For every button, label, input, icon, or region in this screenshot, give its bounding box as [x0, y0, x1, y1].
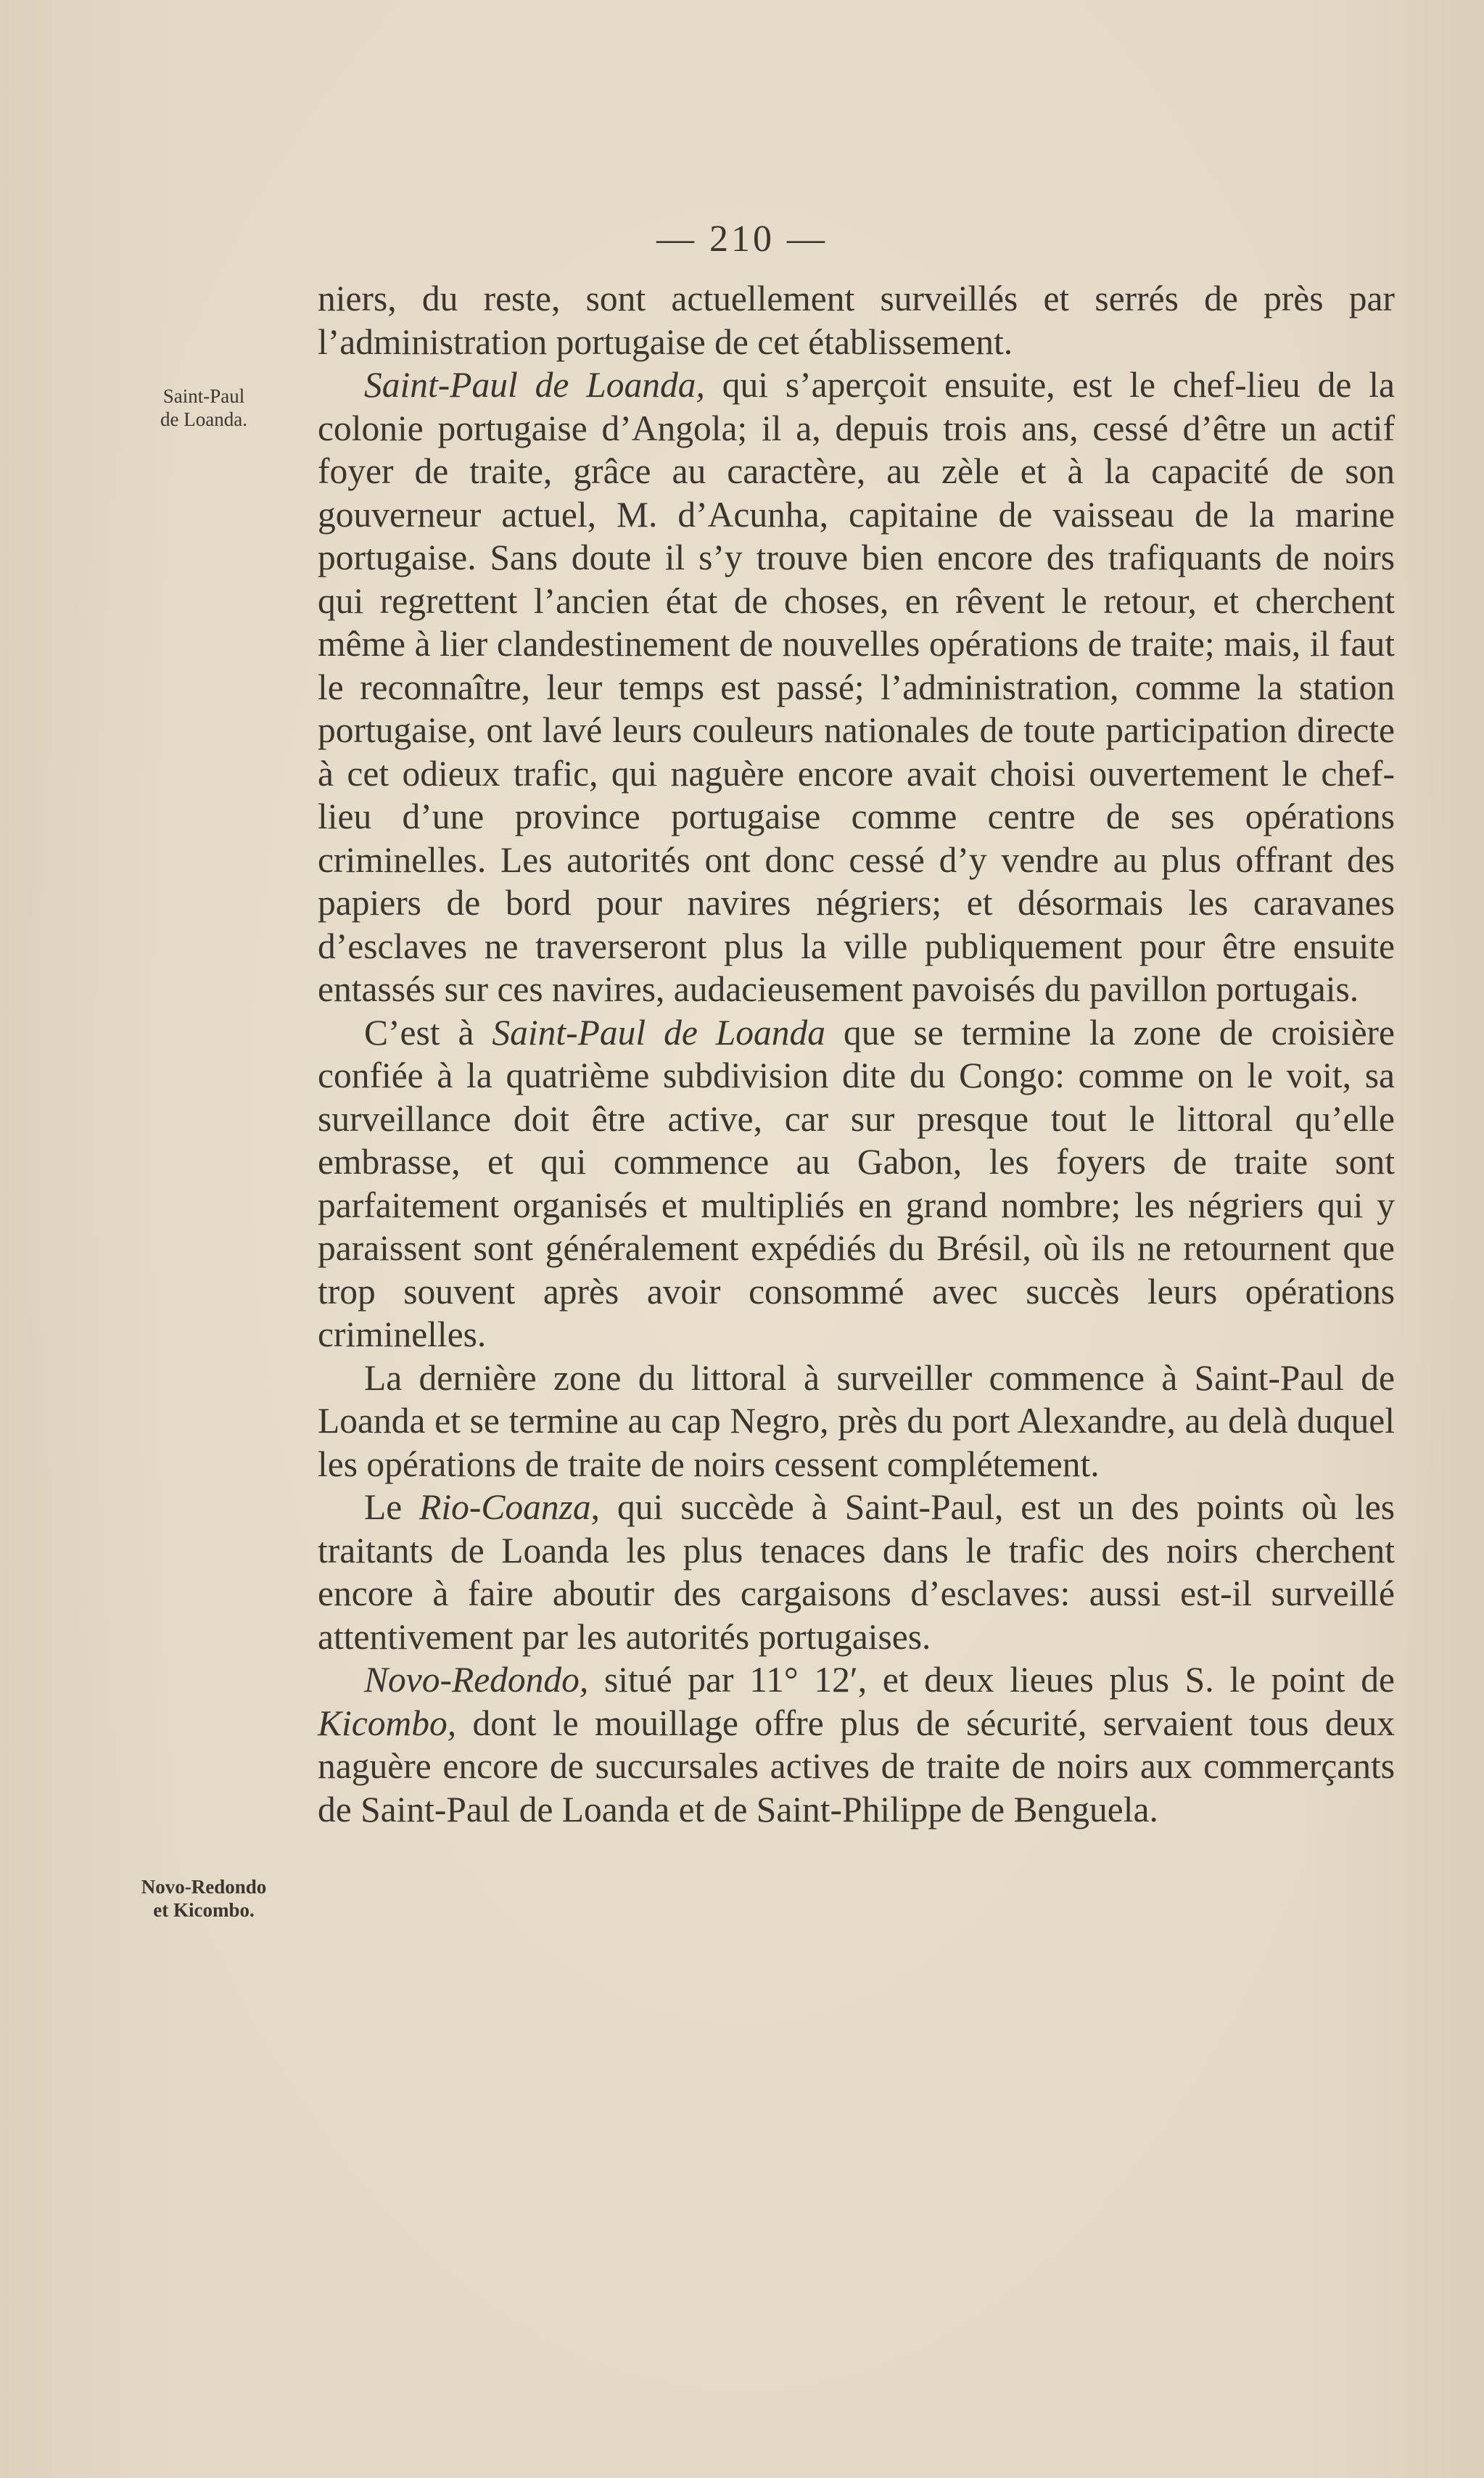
paragraph-continuation — [318, 277, 1395, 363]
paragraph-text: situé par 11° 12′, et deux lieues plus S. le point de — [588, 1660, 1395, 1700]
page-number: — 210 — — [656, 218, 828, 260]
margin-note-line: de Loanda. — [160, 408, 247, 430]
italic-place-name: Rio-Coanza — [419, 1487, 591, 1527]
paragraph-rio-coanza — [318, 1486, 1395, 1658]
margin-note-line: et Kicombo. — [153, 1899, 255, 1921]
paragraph-text: niers, du reste, sont actuellement surveillés et serrés de près par l’administration portugaise de cet établissement. — [318, 279, 1395, 362]
margin-note-line: Novo-Redondo — [141, 1876, 267, 1898]
paragraph-text: dont le mouillage offre plus de sécurité, servaient tous deux naguère encore de succursales actives de traite de noirs aux commerçants de Saint-Paul de Loanda et de Saint-Philippe de Benguela. — [318, 1703, 1395, 1829]
paragraph-text: que se termine la zone de croisière confiée à la quatrième subdivision dite du Congo: comme on le voit, sa surveillance doit être active, car sur presque tout le littoral qu’elle embrasse, et qui commence au Gabon, les foyers de traite sont parfaitement organisés et multipliés en grand nombre; les négriers qui y paraissent sont généralement expédiés du Brésil, où ils ne retournent que trop souvent après avoir consommé avec succès leurs opérations criminelles. — [318, 1012, 1395, 1354]
paragraph-text: qui s’aperçoit ensuite, est le chef-lieu de la colonie portugaise d’Angola; il a, depuis trois ans, cessé d’être un actif foyer de traite, grâce au caractère, au zèle et à la capacité de son gouverneur actuel, M. d’Acunha, capitaine de vaisseau de la marine portugaise. Sans doute il s’y trouve bien encore des trafiquants de noirs qui regrettent l’ancien état de choses, en rêvent le retour, et cherchent même à lier clandestinement de nouvelles opérations de traite; mais, il faut le reconnaître, leur temps est passé; l’administration, comme la station portugaise, ont lavé leurs couleurs nationales de toute participation directe à cet odieux trafic, qui naguère encore avait choisi ouvertement le chef-lieu d’une province portugaise comme centre de ses opérations criminelles. Les autorités ont donc cessé d’y vendre au plus offrant des papiers de bord pour navires négriers; et désormais les caravanes d’esclaves ne traverseront plus la ville publiquement pour être ensuite entassés sur ces navires, audacieusement pavoisés du pavillon portugais. — [318, 365, 1396, 1009]
margin-note-novo-redondo — [109, 1875, 299, 1922]
paragraph-text: Le — [364, 1487, 420, 1527]
italic-place-name: Saint-Paul de Loanda — [492, 1012, 826, 1053]
paragraph-saint-paul — [318, 363, 1395, 1011]
paragraph-congo-zone — [318, 1011, 1395, 1357]
paragraph-last-zone — [318, 1357, 1395, 1486]
paragraph-text: , qui succède à Saint-Paul, est un des points où les traitants de Loanda les plus tenaces dans le trafic des noirs cherchent encore à faire aboutir des cargaisons d’esclaves: aussi est-il surveillé attentivement par les autorités portugaises. — [318, 1487, 1395, 1657]
italic-place-name: Saint-Paul de Loanda, — [364, 365, 705, 405]
margin-note-saint-paul — [109, 384, 299, 431]
paragraph-text: La dernière zone du littoral à surveiller commence à Saint-Paul de Loanda et se termine au cap Negro, près du port Alexandre, au delà duquel les opérations de traite de noirs cessent complétement. — [318, 1357, 1395, 1484]
margin-note-line: Saint-Paul — [162, 385, 245, 407]
body-text — [318, 277, 1395, 1831]
paragraph-text: C’est à — [364, 1012, 492, 1053]
paragraph-novo-redondo — [318, 1658, 1395, 1831]
italic-place-name: Novo-Redondo, — [364, 1660, 589, 1700]
italic-place-name: Kicombo, — [318, 1703, 457, 1743]
